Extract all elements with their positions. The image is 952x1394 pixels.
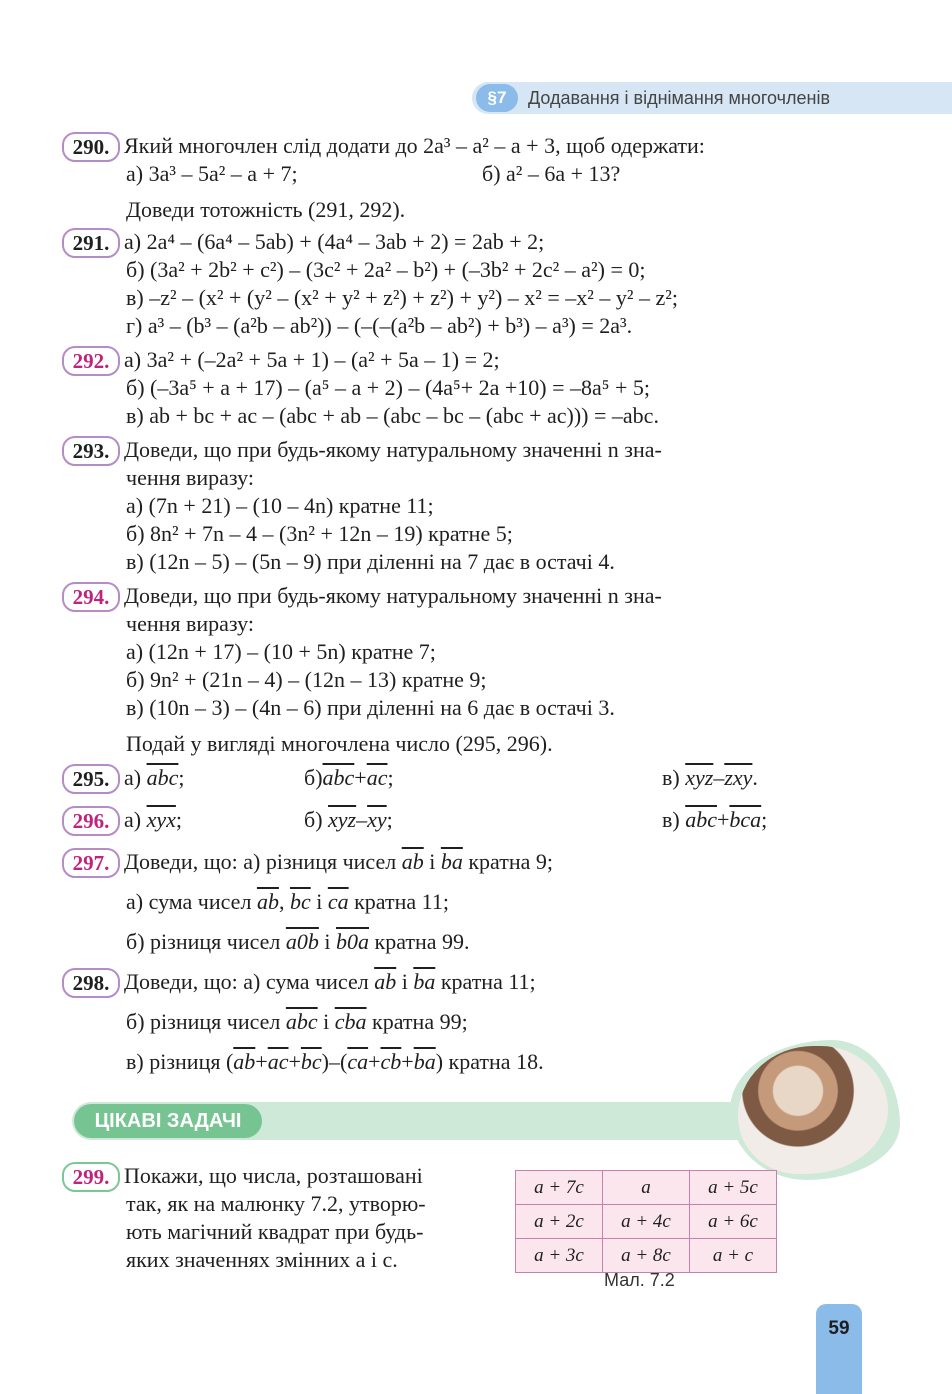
text: в) різниця: [126, 1049, 221, 1074]
exercise-292-b: б) (–3a⁵ + a + 17) – (a⁵ – a + 2) – (4a⁵+ 2a +10) = –8a⁵ + 5;: [126, 375, 650, 400]
number-overline: $\overline{ac}$: [366, 765, 388, 790]
exercise-290-a: а) 3a³ – 5a² – a + 7;: [126, 161, 298, 186]
table-row: [516, 1205, 777, 1239]
number-overline: $\overline{xy}$: [367, 807, 387, 832]
text: і: [324, 929, 331, 954]
operator: +: [255, 1049, 268, 1074]
exercise-297-line-2: [126, 888, 449, 916]
exercise-296-b: [304, 806, 393, 834]
exercise-299-line-3: ють магічний квадрат при будь-: [126, 1219, 424, 1244]
text: Доведи, що: а) сума чисел: [124, 969, 369, 994]
exercise-number-292: 292.: [62, 346, 120, 376]
operator: +: [354, 765, 367, 790]
paren: ): [321, 1049, 329, 1074]
exercise-291-b: б) (3a² + 2b² + c²) – (3c² + 2a² – b²) + (–3b² + 2c² – a²) = 0;: [126, 257, 646, 282]
figure-caption: Мал. 7.2: [604, 1270, 675, 1290]
number-overline: $\overline{abc}$: [685, 807, 717, 832]
text: і: [429, 849, 436, 874]
exercise-299-line-4: яких значеннях змінних a і c.: [126, 1247, 398, 1272]
prove-identity-heading: Доведи тотожність (291, 292).: [126, 197, 406, 222]
number-overline: $\overline{ab}$: [374, 969, 397, 994]
table-cell: a + 3c: [516, 1239, 603, 1273]
exercise-299-line-1: Покажи, що числа, розташовані: [124, 1163, 423, 1188]
exercise-297-line-3: [126, 928, 470, 956]
page-number: 59: [816, 1304, 862, 1394]
item-label: в): [662, 765, 680, 790]
exercise-number-291: 291.: [62, 228, 120, 258]
punct: ;: [761, 807, 768, 832]
item-label: в): [662, 807, 680, 832]
exercise-number-294: 294.: [62, 582, 120, 612]
number-overline: $\overline{ac}$: [267, 1049, 289, 1074]
number-overline: $\overline{bc}$: [289, 889, 311, 914]
exercise-293-b: б) 8n² + 7n – 4 – (3n² + 12n – 19) кратне 5;: [126, 521, 513, 546]
number-overline: $\overline{ab}$: [233, 1049, 256, 1074]
table-cell: a + 5c: [690, 1171, 777, 1205]
section-number: §7: [476, 84, 518, 112]
number-overline: $\overline{cba}$: [334, 1009, 367, 1034]
exercise-291-c: в) –z² – (x² + (y² – (x² + y² + z²) + z²) + y²) – x² = –x² – y² – z²;: [126, 285, 678, 310]
section-title: Додавання і віднімання многочленів: [528, 88, 831, 108]
number-overline: $\overline{abc}$: [146, 765, 179, 790]
exercise-number-text: 299.: [72, 1165, 110, 1189]
number-overline: $\overline{ca}$: [327, 889, 349, 914]
exercise-293-a: а) (7n + 21) – (10 – 4n) кратне 11;: [126, 493, 434, 518]
number-overline: $\overline{bc}$: [300, 1049, 322, 1074]
text: б) різниця чисел: [126, 929, 281, 954]
number-overline: $\overline{ab}$: [401, 849, 424, 874]
number-overline: a0b: [285, 929, 319, 954]
exercise-number-296: 296.: [62, 806, 120, 836]
table-cell: a + 4c: [603, 1205, 690, 1239]
exercise-298-line-2: [126, 1008, 468, 1036]
number-overline: $\overline{bca}$: [729, 807, 762, 832]
exercise-291-d: г) a³ – (b³ – (a²b – ab²)) – (–(–(a²b – ab²) + b³) – a³) = 2a³.: [126, 313, 633, 338]
exercise-294-text-2: чення виразу:: [126, 611, 254, 636]
punct: ;: [386, 807, 393, 832]
table-row: [516, 1171, 777, 1205]
punct: ;: [175, 807, 183, 832]
number-overline: $\overline{xyz}$: [685, 765, 714, 790]
text: кратна 99.: [374, 929, 470, 954]
exercise-291-a: а) 2a⁴ – (6a⁴ – 5ab) + (4a⁴ – 3ab + 2) = 2ab + 2;: [124, 229, 545, 254]
operator: +: [716, 807, 730, 832]
exercise-294-b: б) 9n² + (21n – 4) – (12n – 13) кратне 9;: [126, 667, 487, 692]
exercise-297-line-1: [124, 848, 553, 876]
exercise-293-text-2: чення виразу:: [126, 465, 254, 490]
exercise-295-a: [124, 764, 184, 792]
number-overline: $\overline{abc}$: [322, 765, 355, 790]
exercise-number-299: [62, 1162, 120, 1192]
item-label: а): [124, 807, 142, 832]
number-overline: $\overline{ba}$: [413, 969, 436, 994]
number-overline: $\overline{cb}$: [380, 1049, 402, 1074]
table-cell: a + 2c: [516, 1205, 603, 1239]
exercise-number-297: 297.: [62, 848, 120, 878]
number-overline: $\overline{ba}$: [440, 849, 463, 874]
text: кратна 99;: [372, 1009, 468, 1034]
punct: ,: [278, 889, 285, 914]
magic-square-table: [515, 1170, 777, 1273]
operator: +: [288, 1049, 301, 1074]
text: а) сума чисел: [126, 889, 252, 914]
exercise-299-line-2: так, як на малюнку 7.2, утворю-: [126, 1191, 426, 1216]
represent-heading: Подай у вигляді многочлена число (295, 296).: [126, 731, 553, 756]
exercise-295-b: [304, 764, 394, 792]
table-cell: a + 7c: [516, 1171, 603, 1205]
number-overline: $\overline{ab}$: [256, 889, 279, 914]
exercise-number-298: 298.: [62, 968, 120, 998]
paren: ): [435, 1049, 444, 1074]
text: і: [316, 889, 323, 914]
text: кратна 18.: [448, 1049, 544, 1074]
text: кратна 11;: [440, 969, 536, 994]
paren: (: [340, 1049, 348, 1074]
exercise-293-text-1: Доведи, що при будь-якому натуральному значенні n зна-: [124, 437, 662, 462]
number-overline: b0a: [336, 929, 370, 954]
operator: –: [356, 807, 368, 832]
number-overline: $\overline{xyx}$: [146, 807, 176, 832]
punct: ;: [178, 765, 185, 790]
table-cell: a + 8c: [603, 1239, 690, 1273]
text: і: [323, 1009, 330, 1034]
number-overline: $\overline{ba}$: [413, 1049, 436, 1074]
table-cell: a: [603, 1171, 690, 1205]
exercise-number-290: 290.: [62, 132, 120, 162]
table-row: [516, 1239, 777, 1273]
number-overline: $\overline{zxy}$: [724, 765, 753, 790]
operator: –: [713, 765, 725, 790]
table-cell: a + 6c: [690, 1205, 777, 1239]
exercise-290-b: б) a² – 6a + 13?: [482, 161, 621, 186]
text: і: [401, 969, 408, 994]
table-cell: a + c: [690, 1239, 777, 1273]
exercise-294-c: в) (10n – 3) – (4n – 6) при діленні на 6 дає в остачі 3.: [126, 695, 615, 720]
exercise-294-a: а) (12n + 17) – (10 + 5n) кратне 7;: [126, 639, 436, 664]
exercise-296-a: [124, 806, 182, 834]
exercise-296-c: [662, 806, 767, 834]
item-label: а): [124, 765, 142, 790]
exercise-293-c: в) (12n – 5) – (5n – 9) при діленні на 7 дає в остачі 4.: [126, 549, 615, 574]
exercise-298-line-1: [124, 968, 536, 996]
exercise-292-a: а) 3a² + (–2a² + 5a + 1) – (a² + 5a – 1) = 2;: [124, 347, 500, 372]
number-overline: $\overline{abc}$: [285, 1009, 318, 1034]
exercise-295-c: [662, 764, 758, 792]
text: Доведи, що: а) різниця чисел: [124, 849, 397, 874]
punct: ;: [387, 765, 394, 790]
text: кратна 11;: [354, 889, 449, 914]
item-label: б): [304, 765, 323, 790]
text: б) різниця чисел: [126, 1009, 281, 1034]
text: кратна 9;: [468, 849, 553, 874]
number-overline: $\overline{ca}$: [347, 1049, 369, 1074]
number-overline: $\overline{xyz}$: [328, 807, 357, 832]
operator: +: [368, 1049, 381, 1074]
exercise-number-293: 293.: [62, 436, 120, 466]
exercise-292-c: в) ab + bc + ac – (abc + ab – (abc – bc – (abc + ac))) = –abc.: [126, 403, 659, 428]
exercise-290-text: Який многочлен слід додати до 2a³ – a² – a + 3, щоб одержати:: [124, 133, 705, 158]
exercise-298-line-3: [126, 1048, 544, 1076]
operator: –: [329, 1049, 340, 1074]
interesting-problems-title: ЦІКАВІ ЗАДАЧІ: [74, 1104, 262, 1138]
punct: .: [752, 765, 758, 790]
exercise-294-text-1: Доведи, що при будь-якому натуральному значенні n зна-: [124, 583, 662, 608]
paren: (: [225, 1049, 234, 1074]
operator: +: [401, 1049, 414, 1074]
item-label: б): [304, 807, 323, 832]
exercise-number-295: 295.: [62, 764, 120, 794]
